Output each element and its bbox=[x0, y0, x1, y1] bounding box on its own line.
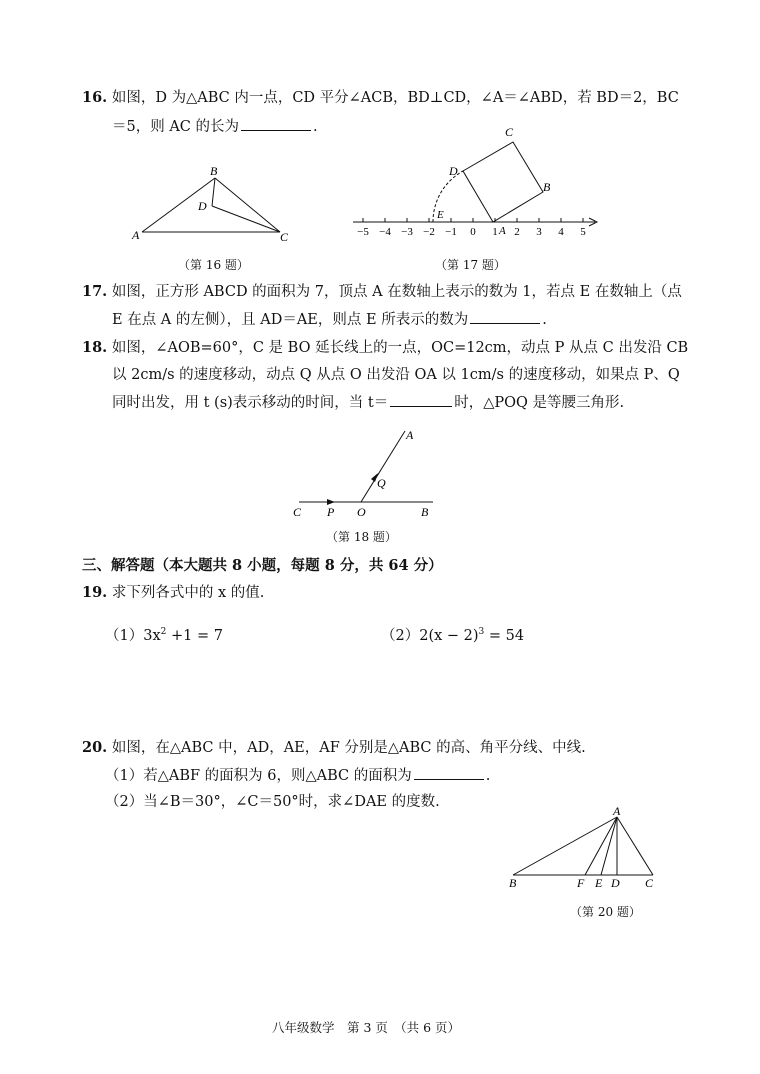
q18-text-1: 如图，∠AOB=60°，C 是 BO 延长线上的一点，OC=12cm，动点 P 从点 C 出发沿 CB bbox=[111, 340, 689, 356]
q20-text-3: （2）当∠B＝30°，∠C＝50°时，求∠DAE 的度数. bbox=[105, 794, 440, 810]
fig20-side-ac bbox=[617, 817, 653, 875]
fig17-tick-label: −5 bbox=[357, 226, 369, 238]
q19-text-1: 求下列各式中的 x 的值. bbox=[111, 585, 265, 601]
fig17-tick-label: 3 bbox=[536, 226, 542, 238]
fig16-segment-bd bbox=[212, 178, 215, 206]
fig16-side-bc bbox=[215, 178, 280, 232]
q20-line2: （1）若△ABF 的面积为 6，则△ABC 的面积为 . bbox=[105, 765, 490, 786]
q18-line1 bbox=[82, 338, 688, 358]
q18-answer-blank[interactable] bbox=[390, 392, 452, 407]
fig17-tick-label: 0 bbox=[470, 226, 476, 238]
q20-text-1: 如图，在△ABC 中，AD，AE，AF 分别是△ABC 的高、角平分线、中线. bbox=[111, 740, 586, 756]
fig16-label-a: A bbox=[132, 228, 140, 242]
q16-number: 16. bbox=[82, 89, 108, 106]
q16-line1 bbox=[82, 88, 679, 108]
fig20-caption: （第 20 题） bbox=[570, 905, 641, 919]
q20-line1 bbox=[82, 738, 586, 758]
fig18-label-q: Q bbox=[377, 476, 386, 490]
q17-text-1: 如图，正方形 ABCD 的面积为 7，顶点 A 在数轴上表示的数为 1，若点 E 在数轴上（点 bbox=[111, 284, 682, 300]
q19-eq2-a: 2(x − 2) bbox=[419, 627, 479, 644]
fig17-tick-label: 5 bbox=[580, 226, 586, 238]
fig17-label-e: E bbox=[437, 209, 444, 221]
fig17-label-b: B bbox=[543, 180, 551, 194]
fig17-tick-label: 4 bbox=[558, 226, 564, 238]
fig17-label-d: D bbox=[449, 164, 458, 178]
q20-line3 bbox=[105, 792, 440, 812]
fig16-label-c: C bbox=[280, 230, 289, 244]
q20-answer-blank[interactable] bbox=[414, 765, 484, 780]
page-footer: 八年级数学 第 3 页 （共 6 页） bbox=[272, 1020, 461, 1035]
fig17-tick-label: −3 bbox=[401, 226, 413, 238]
q17-line1 bbox=[82, 282, 682, 302]
q19-line1 bbox=[82, 583, 264, 603]
fig18-label-a: A bbox=[406, 428, 414, 442]
q18-text-3: 同时出发，用 t (s)表示移动的时间，当 t＝ bbox=[112, 395, 389, 411]
q18-line2 bbox=[112, 365, 680, 385]
q17-answer-blank[interactable] bbox=[470, 309, 540, 324]
fig20-bisector-ae bbox=[601, 817, 617, 875]
fig18-label-o: O bbox=[357, 505, 366, 519]
q16-text-1: 如图，D 为△ABC 内一点，CD 平分∠ACB，BD⊥CD，∠A＝∠ABD，若 BD＝2，BC bbox=[111, 90, 679, 106]
q18-text-2: 以 2cm/s 的速度移动，动点 Q 从点 O 出发沿 OA 以 1cm/s 的速度移动，如果点 P、Q bbox=[112, 367, 680, 383]
figure-18 bbox=[285, 425, 445, 520]
fig16-label-d: D bbox=[198, 199, 207, 213]
q19-eq1-b: +1 = 7 bbox=[166, 627, 223, 644]
fig20-label-c: C bbox=[645, 876, 654, 890]
q20-text-2: （1）若△ABF 的面积为 6，则△ABC 的面积为 bbox=[105, 768, 412, 784]
fig17-tick-label: −2 bbox=[423, 226, 435, 238]
q19-part2: $(2)2(x - 2)^3 = 54$ bbox=[381, 627, 525, 644]
q19-part1: $(1)3x^2 +1 = 7$ bbox=[105, 627, 223, 644]
fig16-segment-cd bbox=[212, 206, 280, 232]
fig17-tick-label: −4 bbox=[379, 226, 391, 238]
fig18-caption: （第 18 题） bbox=[326, 530, 397, 544]
section-3-heading: 三、解答题（本大题共 8 小题，每题 8 分，共 64 分） bbox=[82, 557, 443, 574]
fig20-label-b: B bbox=[509, 876, 517, 890]
fig17-square bbox=[463, 142, 543, 222]
fig17-label-a: A bbox=[499, 225, 506, 237]
figure-20 bbox=[505, 805, 670, 900]
fig17-tick-label: 1 bbox=[492, 226, 498, 238]
fig17-tick-label: −1 bbox=[445, 226, 457, 238]
fig18-ray-oa bbox=[361, 431, 405, 502]
q20-number: 20. bbox=[82, 739, 108, 756]
q16-line2: ＝5，则 AC 的长为 . bbox=[112, 116, 318, 137]
fig18-label-b: B bbox=[421, 505, 429, 519]
figure-16 bbox=[130, 160, 300, 250]
q17-text-2: E 在点 A 的左侧），且 AD＝AE，则点 E 所表示的数为 bbox=[112, 312, 469, 328]
fig17-tick-label: 2 bbox=[514, 226, 520, 238]
fig20-label-f: F bbox=[577, 876, 585, 890]
figure-17 bbox=[345, 128, 605, 246]
q18-line3: 同时出发，用 t (s)表示移动的时间，当 t＝ 时，△POQ 是等腰三角形. bbox=[112, 392, 624, 413]
q19-number: 19. bbox=[82, 584, 108, 601]
q19-eq2-b: = 54 bbox=[484, 627, 525, 644]
fig18-label-p: P bbox=[327, 505, 335, 519]
fig17-label-c: C bbox=[505, 128, 514, 139]
fig17-caption: （第 17 题） bbox=[435, 258, 506, 272]
fig16-caption: （第 16 题） bbox=[178, 258, 249, 272]
fig20-label-d: D bbox=[611, 876, 620, 890]
fig18-label-c: C bbox=[293, 505, 302, 519]
q18-number: 18. bbox=[82, 339, 108, 356]
fig16-label-b: B bbox=[210, 164, 218, 178]
fig20-label-a: A bbox=[613, 805, 621, 818]
q16-answer-blank[interactable] bbox=[241, 116, 311, 131]
q17-line2: E 在点 A 的左侧），且 AD＝AE，则点 E 所表示的数为 . bbox=[112, 309, 547, 330]
fig20-label-e: E bbox=[595, 876, 603, 890]
q16-text-2: ＝5，则 AC 的长为 bbox=[112, 119, 240, 135]
q19-eq1-a: 3x bbox=[143, 627, 161, 644]
q17-number: 17. bbox=[82, 283, 108, 300]
